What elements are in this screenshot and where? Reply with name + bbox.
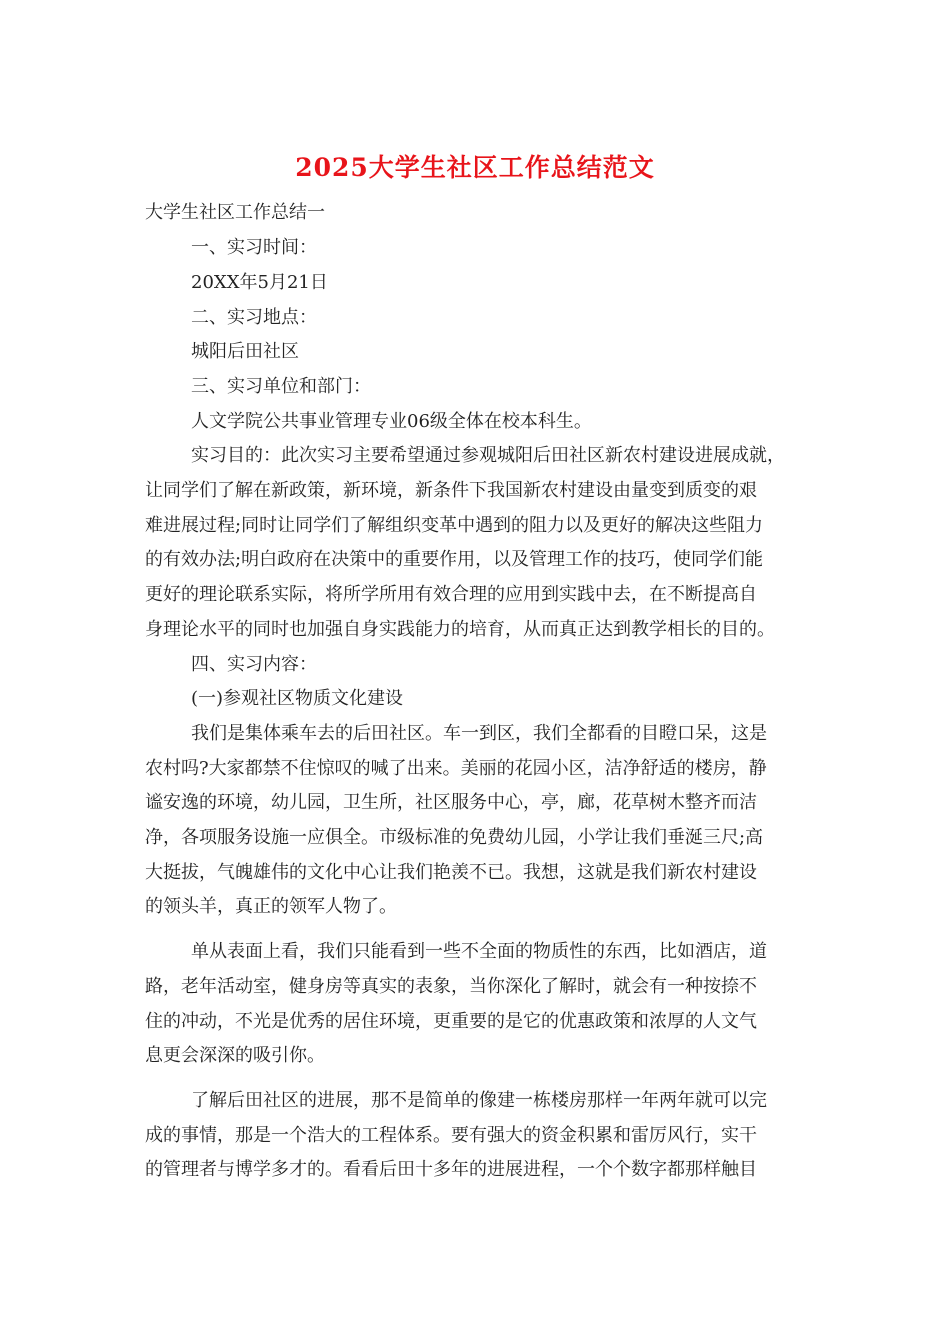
text-line: 二、实习地点： [191, 307, 317, 328]
text-line: 大挺拔，气魄雄伟的文化中心让我们艳羡不已。我想，这就是我们新农村建设 [145, 862, 757, 883]
text-line: 住的冲动，不光是优秀的居住环境，更重要的是它的优惠政策和浓厚的人文气 [145, 1011, 757, 1032]
text-line: 四、实习内容： [191, 654, 317, 675]
text-line: 的领头羊，真正的领军人物了。 [145, 896, 397, 917]
text-line: 净，各项服务设施一应俱全。市级标准的免费幼儿园，小学让我们垂涎三尺;高 [145, 827, 764, 848]
text-line: 农村吗?大家都禁不住惊叹的喊了出来。美丽的花园小区，洁净舒适的楼房，静 [145, 758, 767, 779]
text-line: 20XX年5月21日 [191, 272, 328, 293]
text-line: 我们是集体乘车去的后田社区。车一到区，我们全都看的目瞪口呆，这是 [191, 723, 767, 744]
text-line: 让同学们了解在新政策，新环境，新条件下我国新农村建设由量变到质变的艰 [145, 480, 757, 501]
text-line: 更好的理论联系实际，将所学所用有效合理的应用到实践中去，在不断提高自 [145, 584, 757, 605]
text-line: 三、实习单位和部门： [191, 376, 371, 397]
document-title: 2025大学生社区工作总结范文 [295, 153, 655, 182]
text-line: 单从表面上看，我们只能看到一些不全面的物质性的东西，比如酒店，道 [191, 941, 767, 962]
text-line: 路，老年活动室，健身房等真实的表象，当你深化了解时，就会有一种按捺不 [145, 976, 757, 997]
text-line: (一)参观社区物质文化建设 [191, 688, 404, 709]
text-line: 成的事情，那是一个浩大的工程体系。要有强大的资金积累和雷厉风行，实干 [145, 1125, 757, 1146]
text-line: 大学生社区工作总结一 [145, 202, 325, 223]
text-line: 的有效办法;明白政府在决策中的重要作用，以及管理工作的技巧，使同学们能 [145, 549, 764, 570]
text-line: 一、实习时间： [191, 237, 317, 258]
text-line: 身理论水平的同时也加强自身实践能力的培育，从而真正达到教学相长的目的。 [145, 619, 775, 640]
text-line: 难进展过程;同时让同学们了解组织变革中遇到的阻力以及更好的解决这些阻力 [145, 515, 764, 536]
text-line: 实习目的：此次实习主要希望通过参观城阳后田社区新农村建设进展成就， [191, 445, 785, 466]
text-line: 谧安逸的环境，幼儿园，卫生所，社区服务中心，亭，廊，花草树木整齐而洁 [145, 792, 757, 813]
text-line: 的管理者与博学多才的。看看后田十多年的进展进程，一个个数字都那样触目 [145, 1159, 757, 1180]
text-line: 了解后田社区的进展，那不是简单的像建一栋楼房那样一年两年就可以完 [191, 1090, 767, 1111]
text-line: 城阳后田社区 [191, 341, 299, 362]
text-line: 息更会深深的吸引你。 [145, 1045, 325, 1066]
text-line: 人文学院公共事业管理专业06级全体在校本科生。 [191, 411, 592, 432]
